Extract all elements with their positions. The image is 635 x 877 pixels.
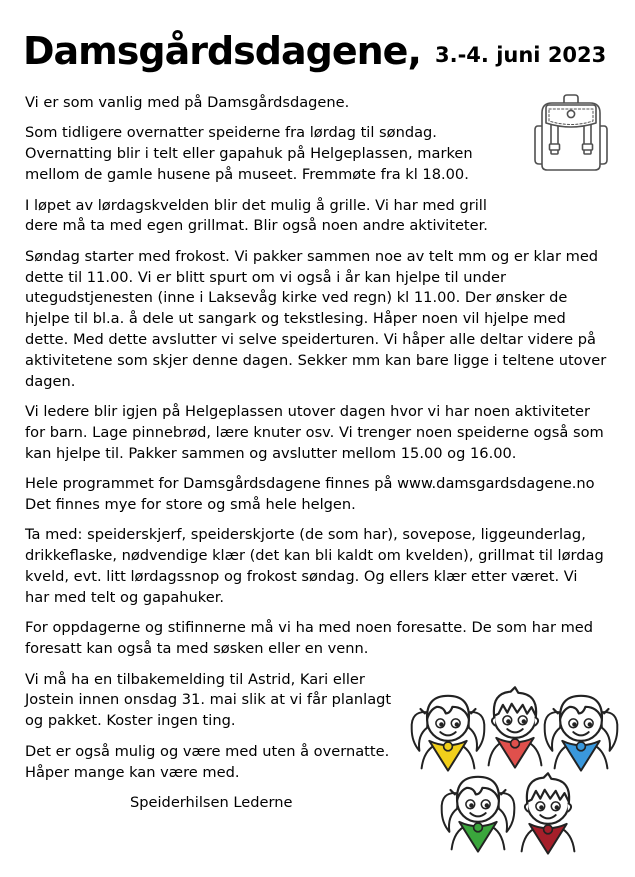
scout-child-green-scarf: [442, 777, 515, 852]
paragraph-line: Vi ledere blir igjen på Helgeplassen utover dagen hvor vi har noen aktiviteter: [25, 403, 591, 421]
paragraph-line: utegudstjenesten (inne i Laksevåg kirke ved regn) kl 11.00. Der ønsker de: [25, 289, 568, 307]
paragraph-line: dere må ta med egen grillmat. Blir også noen andre aktiviteter.: [25, 217, 488, 235]
paragraph-line: foresatt kan også ta med søsken eller en venn.: [25, 640, 369, 658]
paragraph-leaders: [25, 402, 606, 464]
paragraph-sunday: [25, 247, 606, 393]
paragraph-line: kveld, evt. litt lørdagssnop og frokost søndag. Og ellers klær etter været. Vi: [25, 568, 578, 586]
paragraph-guardians: [25, 618, 606, 660]
paragraph-line: Vi er som vanlig med på Damsgårdsdagene.: [25, 94, 350, 111]
paragraph-line: Overnatting blir i telt eller gapahuk på Helgeplassen, marken: [25, 145, 473, 163]
paragraph-line: I løpet av lørdagskvelden blir det mulig å grille. Vi har med grill: [25, 196, 487, 214]
paragraph-program: [25, 474, 606, 516]
paragraph-line: Hele programmet for Damsgårdsdagene finnes på www.damsgardsdagene.no: [25, 475, 595, 493]
paragraph-line: hjelpe til bl.a. å dele ut sangark og tekstlesing. Håper noen vil hjelpe med: [25, 310, 566, 328]
scout-child-red-scarf: [489, 687, 542, 767]
paragraph-intro: [25, 93, 606, 114]
signature-text: Speiderhilsen Lederne: [130, 793, 293, 811]
paragraph-line: Jostein innen onsdag 31. mai slik at vi får planlagt: [25, 691, 392, 709]
paragraph-line: For oppdagerne og stifinnerne må vi ha med noen foresatte. De som har med: [25, 619, 594, 637]
paragraph-line: dagen.: [25, 372, 76, 390]
paragraph-line: Vi må ha en tilbakemelding til Astrid, Kari eller: [25, 670, 365, 688]
paragraph-line: Det er også mulig og være med uten å overnatte.: [25, 742, 390, 760]
event-date: 3.-4. juni 2023: [435, 43, 607, 67]
paragraph-line: Søndag starter med frokost. Vi pakker sammen noe av telt mm og er klar med: [25, 247, 599, 265]
paragraph-line: mellom de gamle husene på museet. Fremmøte fra kl 18.00.: [25, 166, 469, 184]
paragraph-line: Som tidligere overnatter speiderne fra lørdag til søndag.: [25, 124, 437, 142]
paragraph-line: aktivitetene som skjer denne dagen. Sekker mm kan bare ligge i teltene utover: [25, 351, 607, 369]
scout-child-darkred-scarf: [522, 773, 575, 853]
paragraph-grill: [25, 196, 606, 238]
paragraph-line: og pakket. Koster ingen ting.: [25, 712, 236, 730]
paragraph-line: for barn. Lage pinnebrød, lære knuter osv. Vi trenger noen speiderne også som: [25, 423, 604, 441]
paragraph-line: Det finnes mye for store og små hele helgen.: [25, 495, 356, 513]
scout-child-blue-scarf: [545, 696, 618, 771]
page-title: Damsgårdsdagene,: [23, 29, 421, 73]
paragraph-line: dette til 11.00. Vi er blitt spurt om vi også i år kan hjelpe til under: [25, 268, 506, 286]
paragraph-packing-list: [25, 525, 606, 608]
paragraph-line: Ta med: speiderskjerf, speiderskjorte (de som har), sovepose, liggeunderlag,: [25, 526, 586, 544]
paragraph-line: Håper mange kan være med.: [25, 763, 240, 781]
paragraph-line: har med telt og gapahuker.: [25, 588, 224, 606]
paragraph-line: dette. Med dette avslutter vi selve speiderturen. Vi håper alle deltar videre på: [25, 331, 596, 349]
paragraph-line: kan hjelpe til. Pakker sammen og avslutter mellom 15.00 og 16.00.: [25, 444, 517, 462]
scout-child-yellow-scarf: [412, 696, 485, 771]
paragraph-overnight: [25, 123, 606, 185]
scout-children-illustration: [410, 684, 620, 862]
paragraph-line: drikkeflaske, nødvendige klær (det kan bli kaldt om kvelden), grillmat til lørdag: [25, 547, 604, 565]
